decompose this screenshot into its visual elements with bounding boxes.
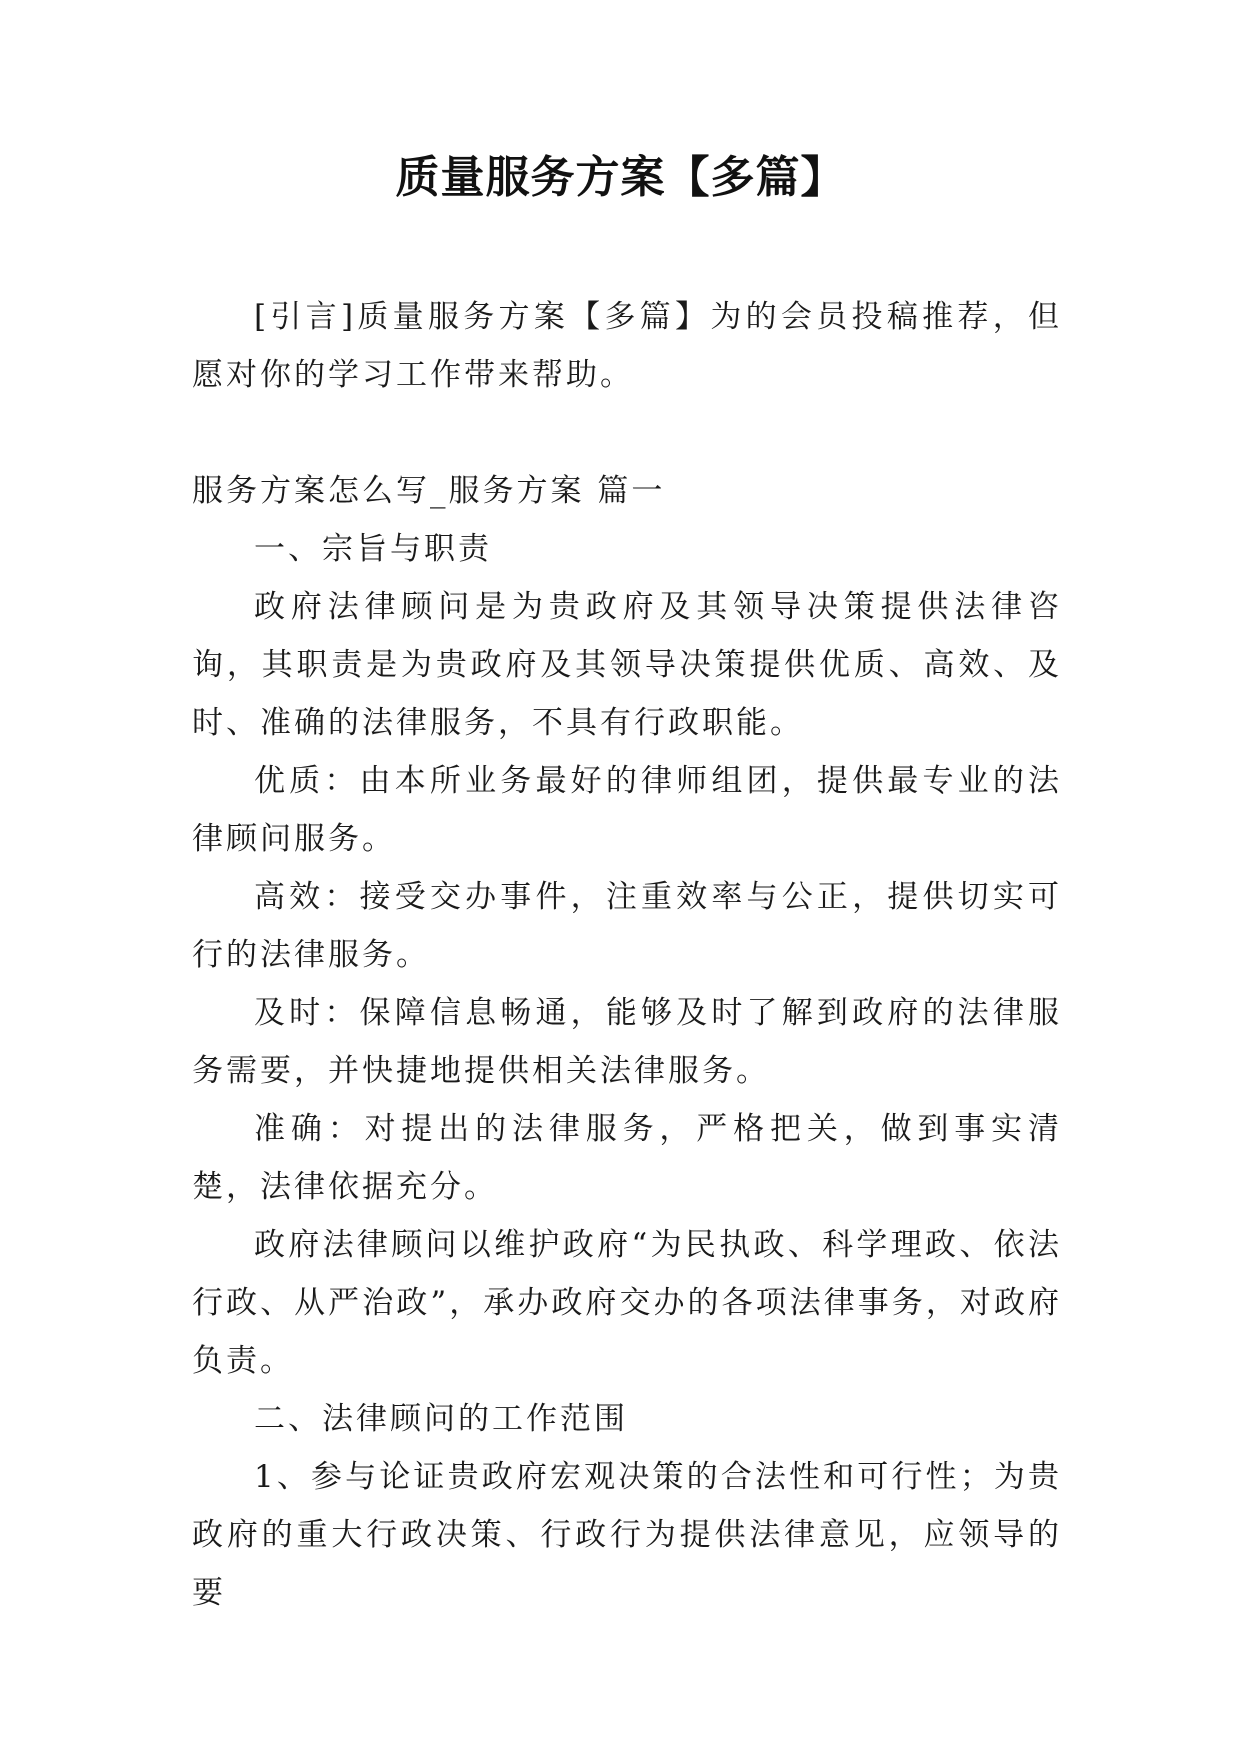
paragraph-scope-item-1: 1、参与论证贵政府宏观决策的合法性和可行性；为贵政府的重大行政决策、行政行为提供法律意见，应领导的要 [192, 1459, 1062, 1611]
paragraph-timeliness: 及时：保障信息畅通，能够及时了解到政府的法律服务需要，并快捷地提供相关法律服务。 [192, 995, 1062, 1089]
paragraph-efficiency: 高效：接受交办事件，注重效率与公正，提供切实可行的法律服务。 [192, 879, 1062, 973]
document-body [192, 288, 1062, 1622]
paragraph-spacer [192, 404, 1062, 462]
document-title: 质量服务方案【多篇】 [395, 152, 846, 203]
paragraph-quality: 优质：由本所业务最好的律师组团，提供最专业的法律顾问服务。 [192, 763, 1062, 857]
heading-purpose-duties: 一、宗旨与职责 [254, 531, 492, 567]
section-heading: 服务方案怎么写_服务方案 篇一 [192, 473, 666, 509]
paragraph-accuracy: 准确：对提出的法律服务，严格把关，做到事实清楚，法律依据充分。 [192, 1111, 1062, 1205]
intro-paragraph: [引言]质量服务方案【多篇】为的会员投稿推荐，但愿对你的学习工作带来帮助。 [192, 299, 1062, 393]
paragraph-duties: 政府法律顾问是为贵政府及其领导决策提供法律咨询，其职责是为贵政府及其领导决策提供优质、高效、及时、准确的法律服务，不具有行政职能。 [192, 589, 1062, 741]
heading-work-scope: 二、法律顾问的工作范围 [254, 1401, 628, 1437]
paragraph-governance: 政府法律顾问以维护政府“为民执政、科学理政、依法行政、从严治政”，承办政府交办的各项法律事务，对政府负责。 [192, 1227, 1062, 1379]
